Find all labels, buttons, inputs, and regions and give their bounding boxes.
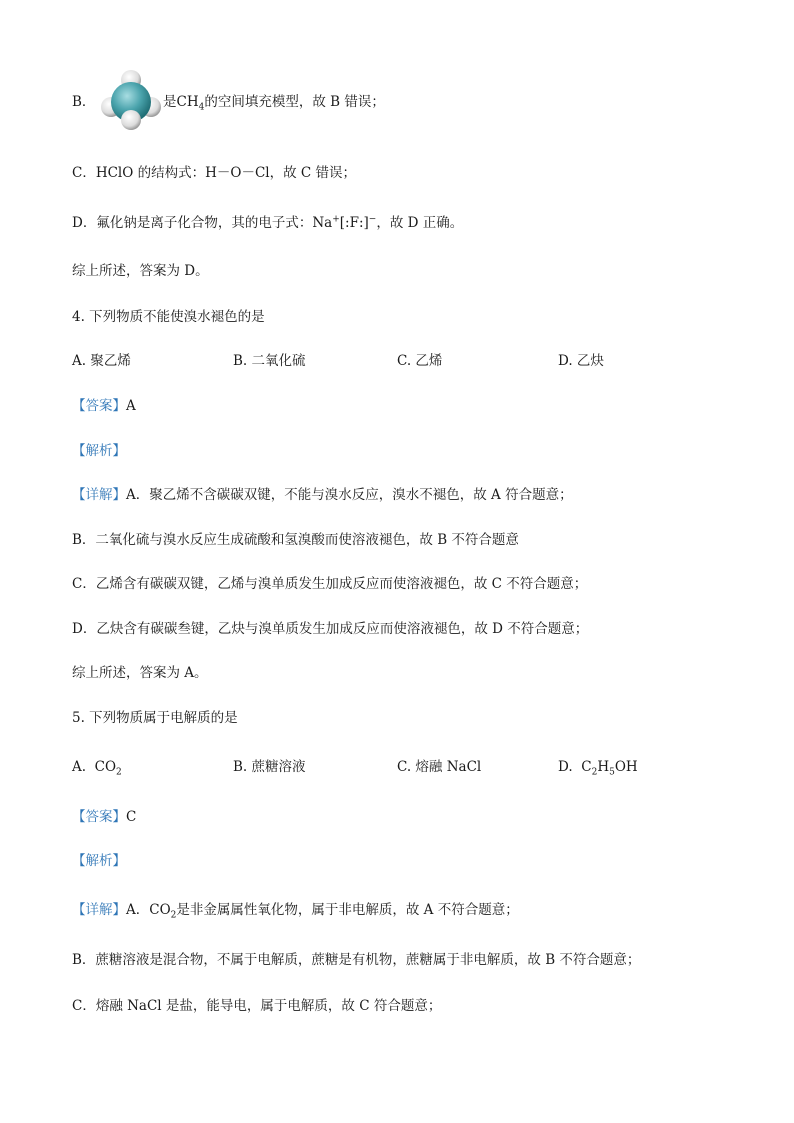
q3-summary: 综上所述，答案为 D。 — [72, 263, 209, 279]
q4-option-c: C. 乙烯 — [397, 353, 443, 369]
q5-option-d: D. $C_2H_5OH$ — [558, 759, 638, 778]
q5-option-b: B. 蔗糖溶液 — [233, 759, 306, 775]
q5-option-c: C. 熔融 NaCl — [397, 759, 482, 775]
q4-option-b: B. 二氧化硫 — [233, 353, 306, 369]
q5-answer: 【答案】C — [72, 809, 137, 825]
q4-option-a: A. 聚乙烯 — [72, 353, 131, 369]
q3-option-d: D．氟化钠是离子化合物，其的电子式：Na+[:F:]−，故 D 正确。 — [72, 214, 464, 231]
q5-detail-c: C．熔融 NaCl 是盐，能导电，属于电解质，故 C 符合题意； — [72, 998, 442, 1014]
answer-tag: 【答案】 — [72, 398, 126, 414]
q5-option-a: A. $CO_2$ — [72, 759, 122, 778]
q5-stem: 5. 下列物质属于电解质的是 — [72, 710, 238, 726]
detail-tag: 【详解】 — [72, 902, 126, 918]
q4-detail-d: D．乙炔含有碳碳叁键，乙炔与溴单质发生加成反应而使溶液褪色，故 D 不符合题意； — [72, 621, 589, 637]
detail-tag: 【详解】 — [72, 487, 126, 503]
q4-analysis-tag: 【解析】 — [72, 443, 126, 459]
q3-option-b: B． — [72, 94, 96, 110]
ch4-formula: $CH_4$ — [176, 94, 205, 113]
q5-detail-a: 【详解】A．$CO_2$是非金属属性氧化物，属于非电解质，故 A 不符合题意； — [72, 902, 519, 921]
q4-detail-a: 【详解】A．聚乙烯不含碳碳双键，不能与溴水反应，溴水不褪色，故 A 符合题意； — [72, 487, 573, 503]
q4-detail-c: C．乙烯含有碳碳双键，乙烯与溴单质发生加成反应而使溶液褪色，故 C 不符合题意； — [72, 576, 588, 592]
q4-answer: 【答案】A — [72, 398, 136, 414]
q3-option-b-text: 是$CH_4$的空间填充模型，故 B 错误； — [163, 94, 385, 113]
methane-space-filling-model-image — [100, 68, 162, 132]
q4-option-d: D. 乙炔 — [558, 353, 604, 369]
naf-electron-formula: Na+[:F:]− — [312, 214, 377, 231]
q4-stem: 4. 下列物质不能使溴水褪色的是 — [72, 309, 265, 325]
q5-detail-b: B．蔗糖溶液是混合物，不属于电解质，蔗糖是有机物，蔗糖属于非电解质，故 B 不符合题意； — [72, 952, 641, 968]
answer-tag: 【答案】 — [72, 809, 126, 825]
q4-summary: 综上所述，答案为 A。 — [72, 665, 208, 681]
q5-analysis-tag: 【解析】 — [72, 853, 126, 869]
hclo-structure-formula: H－O－Cl — [205, 165, 270, 181]
q4-detail-b: B．二氧化硫与溴水反应生成硫酸和氢溴酸而使溶液褪色，故 B 不符合题意 — [72, 532, 519, 548]
q3-option-c: C．HClO 的结构式：H－O－Cl，故 C 错误； — [72, 165, 357, 181]
